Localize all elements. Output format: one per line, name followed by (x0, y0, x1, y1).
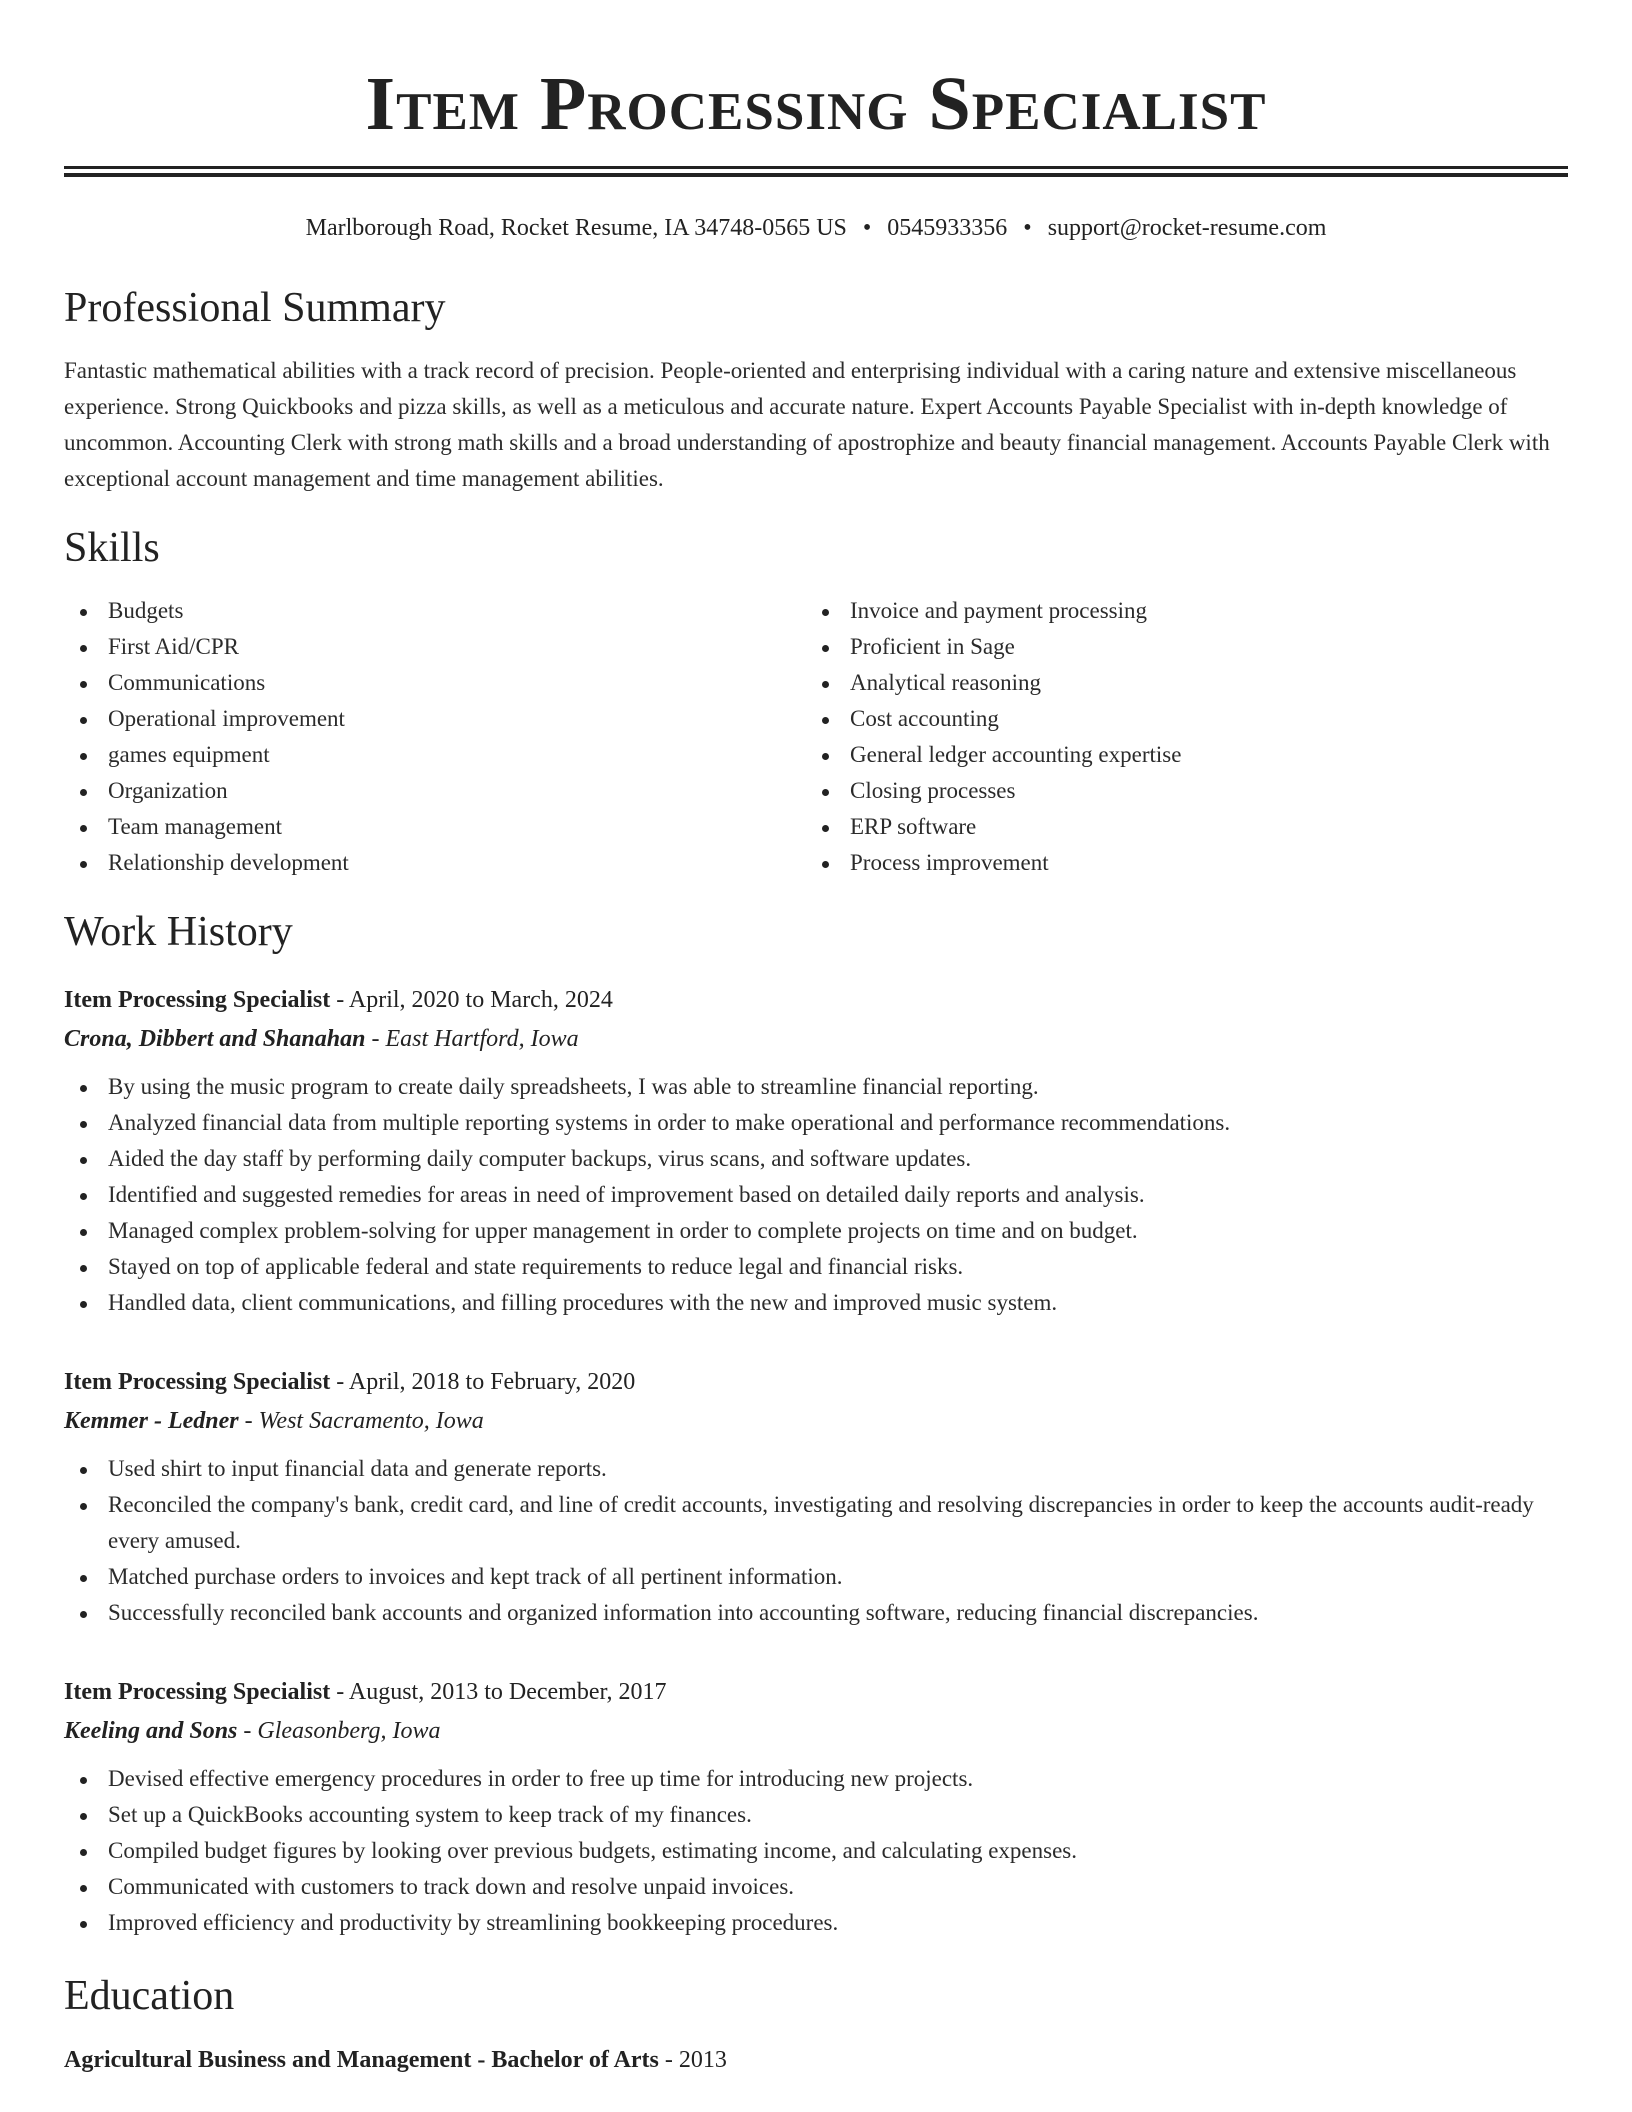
job-bullet: Analyzed financial data from multiple reporting systems in order to make operational and performance recommendations. (64, 1105, 1568, 1141)
job-company-line (64, 1711, 1568, 1751)
skill-item: General ledger accounting expertise (806, 737, 1548, 773)
skill-item: ERP software (806, 809, 1548, 845)
skill-item: Team management (64, 809, 806, 845)
job-location: - East Hartford, Iowa (365, 1026, 579, 1052)
contact-address: Marlborough Road, Rocket Resume, IA 34748-0565 US (305, 215, 847, 241)
job-title: Item Processing Specialist (64, 1369, 331, 1395)
job-bullet: By using the music program to create daily spreadsheets, I was able to streamline financial reporting. (64, 1069, 1568, 1105)
work-history-list (64, 981, 1568, 1941)
skill-item: games equipment (64, 737, 806, 773)
job-bullet: Compiled budget figures by looking over previous budgets, estimating income, and calculating expenses. (64, 1833, 1568, 1869)
job-bullet: Devised effective emergency procedures in order to free up time for introducing new projects. (64, 1761, 1568, 1797)
job-company-line (64, 1019, 1568, 1059)
skill-item: Organization (64, 773, 806, 809)
job-entry (64, 1673, 1568, 1941)
summary-heading: Professional Summary (64, 285, 446, 331)
contact-email[interactable]: support@rocket-resume.com (1047, 215, 1327, 241)
skill-item: First Aid/CPR (64, 629, 806, 665)
job-title: Item Processing Specialist (64, 987, 331, 1013)
job-title-line (64, 1363, 1568, 1401)
contact-separator: • (1023, 215, 1032, 241)
job-title-line (64, 981, 1568, 1019)
job-company-line (64, 1401, 1568, 1441)
job-bullet: Matched purchase orders to invoices and kept track of all pertinent information. (64, 1559, 1568, 1595)
job-company: Kemmer - Ledner (64, 1408, 239, 1434)
job-bullet: Stayed on top of applicable federal and state requirements to reduce legal and financial risks. (64, 1249, 1568, 1285)
job-dates: - April, 2018 to February, 2020 (330, 1369, 636, 1395)
job-location: - West Sacramento, Iowa (238, 1408, 484, 1434)
skill-item: Relationship development (64, 845, 806, 881)
work-history-heading: Work History (64, 909, 293, 955)
skill-item: Proficient in Sage (806, 629, 1548, 665)
contact-phone: 0545933356 (887, 215, 1008, 241)
job-bullet: Managed complex problem-solving for upper management in order to complete projects on time and on budget. (64, 1213, 1568, 1249)
skills-list-right (806, 593, 1548, 881)
job-bullet: Successfully reconciled bank accounts and organized information into accounting software, reducing financial discrepancies. (64, 1595, 1568, 1631)
skill-item: Budgets (64, 593, 806, 629)
job-entry (64, 981, 1568, 1321)
contact-separator: • (862, 215, 872, 241)
job-bullet: Handled data, client communications, and filling procedures with the new and improved music system. (64, 1285, 1568, 1321)
job-bullets (64, 1451, 1568, 1631)
skill-item: Invoice and payment processing (806, 593, 1548, 629)
skill-item: Analytical reasoning (806, 665, 1548, 701)
job-dates: - April, 2020 to March, 2024 (330, 987, 613, 1013)
job-bullet: Aided the day staff by performing daily computer backups, virus scans, and software updates. (64, 1141, 1568, 1177)
header-rule-bottom (64, 173, 1568, 177)
summary-text: Fantastic mathematical abilities with a track record of precision. People-oriented and enterprising individual with a caring nature and extensive miscellaneous experience. Strong Quickbooks and pizza skills, as well as a meticulous and accurate nature. Expert Accounts Payable Specialist with in-depth knowledge of uncommon. Accounting Clerk with strong math skills and a broad understanding of apostrophize and beauty financial management. Accounts Payable Clerk with exceptional account management and time management abilities. (64, 358, 1550, 491)
job-title: Item Processing Specialist (64, 1679, 331, 1705)
resume-name: Item Processing Specialist (365, 62, 1267, 146)
job-title-line (64, 1673, 1568, 1711)
education-entry (64, 2043, 1568, 2077)
job-bullet: Communicated with customers to track down and resolve unpaid invoices. (64, 1869, 1568, 1905)
skill-item: Cost accounting (806, 701, 1548, 737)
resume-page (64, 0, 1568, 2077)
job-company: Keeling and Sons (64, 1718, 238, 1744)
job-bullet: Improved efficiency and productivity by streamlining bookkeeping procedures. (64, 1905, 1568, 1941)
skills-columns (64, 593, 1568, 881)
job-entry (64, 1363, 1568, 1631)
job-bullets (64, 1069, 1568, 1321)
skill-item: Process improvement (806, 845, 1548, 881)
job-bullet: Used shirt to input financial data and generate reports. (64, 1451, 1568, 1487)
job-bullet: Identified and suggested remedies for areas in need of improvement based on detailed daily reports and analysis. (64, 1177, 1568, 1213)
skill-item: Communications (64, 665, 806, 701)
job-bullet: Set up a QuickBooks accounting system to keep track of my finances. (64, 1797, 1568, 1833)
skill-item: Closing processes (806, 773, 1548, 809)
job-company: Crona, Dibbert and Shanahan (64, 1026, 366, 1052)
education-year: - 2013 (658, 2047, 727, 2073)
job-dates: - August, 2013 to December, 2017 (330, 1679, 667, 1705)
job-location: - Gleasonberg, Iowa (237, 1718, 441, 1744)
contact-line (64, 213, 1568, 243)
job-bullets (64, 1761, 1568, 1941)
job-bullet: Reconciled the company's bank, credit card, and line of credit accounts, investigating and resolving discrepancies in order to keep the accounts audit-ready every amused. (64, 1487, 1568, 1559)
skill-item: Operational improvement (64, 701, 806, 737)
education-heading: Education (64, 1973, 235, 2019)
skills-heading: Skills (64, 525, 160, 571)
education-degree: Agricultural Business and Management - Bachelor of Arts (64, 2047, 659, 2073)
skills-list-left (64, 593, 806, 881)
